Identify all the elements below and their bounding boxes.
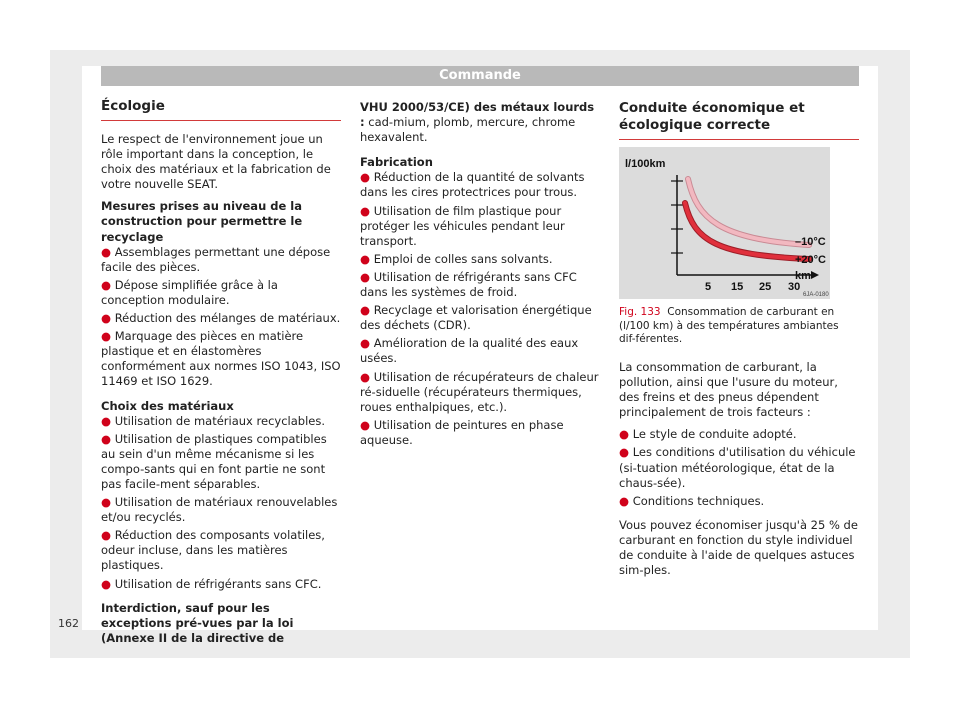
list-item: ● Les conditions d'utilisation du véhicule (si-tuation météorologique, état de la chaus-sée).	[619, 445, 856, 490]
column-3	[619, 100, 859, 151]
bullet-icon: ●	[360, 303, 371, 318]
x-tick-label: 5	[705, 281, 712, 293]
section-title-ecologie: Écologie	[101, 98, 341, 121]
subheading-recyclage: Mesures prises au niveau de la construction pour permettre le recyclage	[101, 199, 303, 244]
bullet-icon: ●	[101, 431, 112, 446]
list-item: ● Utilisation de récupérateurs de chaleur ré-siduelle (récupérateurs thermiques, roues enthalpiques, etc.).	[360, 369, 599, 414]
list-item: ● Utilisation de réfrigérants sans CFC.	[101, 576, 322, 591]
bullet-icon: ●	[101, 244, 112, 259]
page-number: 162	[58, 617, 79, 630]
list-item: ● Réduction de la quantité de solvants dans les cires protectrices pour trous.	[360, 170, 585, 200]
subheading-materiaux: Choix des matériaux	[101, 398, 234, 413]
column-1	[101, 98, 341, 646]
list-item: ● Utilisation de matériaux renouvelables et/ou recyclés.	[101, 495, 338, 525]
column-3-body	[619, 360, 859, 585]
bullet-list-materiaux	[101, 414, 341, 592]
y-unit-label: l/100km	[625, 158, 666, 170]
list-item: ● Dépose simplifiée grâce à la conception modulaire.	[101, 277, 278, 307]
bullet-list-recyclage	[101, 245, 341, 390]
consumption-paragraph: La consommation de carburant, la pollution, ainsi que l'usure du moteur, des freins et des pneus dépendent principalement de trois facteurs :	[619, 360, 838, 420]
list-item: ● Utilisation de plastiques compatibles au sein d'un même mécanisme si les compo-sants qui en font partie ne sont pas facile-ment séparables.	[101, 431, 327, 491]
list-item: ● Utilisation de réfrigérants sans CFC dans les systèmes de froid.	[360, 269, 577, 300]
list-item: ● Utilisation de matériaux recyclables.	[101, 413, 325, 428]
curve-label-minus10: –10°C	[795, 236, 826, 248]
bullet-icon: ●	[101, 311, 112, 326]
list-item: ● Réduction des composants volatiles, odeur incluse, dans les matières plastiques.	[101, 528, 325, 573]
savings-paragraph: Vous pouvez économiser jusqu'à 25 % de carburant en fonction du style individuel de conduite à l'aide de quelques astuces sim-ples.	[619, 517, 858, 578]
bullet-icon: ●	[360, 369, 371, 384]
bullet-list-factors	[619, 427, 859, 508]
bullet-icon: ●	[619, 427, 630, 442]
bullet-icon: ●	[101, 413, 112, 428]
bullet-icon: ●	[101, 277, 112, 292]
x-tick-label: 25	[759, 281, 772, 293]
figure-133	[619, 147, 830, 299]
x-unit-label: km	[795, 270, 811, 282]
continuation-paragraph: VHU 2000/53/CE) des métaux lourds : cad-mium, plomb, mercure, chrome hexavalent.	[360, 100, 595, 145]
intro-paragraph: Le respect de l'environnement joue un rôle important dans la conception, le choix des matériaux et la fabrication de votre nouvelle SEAT.	[101, 132, 331, 192]
bullet-icon: ●	[360, 251, 371, 266]
list-item: ● Marquage des pièces en matière plastique et en élastomères conformément aux normes ISO 1043, ISO 11469 et ISO 1629.	[101, 329, 341, 389]
list-item: ● Utilisation de peintures en phase aqueuse.	[360, 417, 564, 447]
consumption-chart	[619, 147, 830, 299]
x-axis-arrow-icon	[811, 271, 819, 279]
x-tick-label: 30	[788, 281, 801, 293]
list-item: ● Réduction des mélanges de matériaux.	[101, 311, 341, 326]
bullet-icon: ●	[360, 269, 371, 284]
figure-caption: Fig. 133 Consommation de carburant en (l/100 km) à des températures ambiantes dif-férentes.	[619, 306, 839, 345]
list-item: ● Conditions techniques.	[619, 493, 765, 508]
column-2	[360, 100, 600, 451]
figure-number: Fig. 133	[619, 306, 661, 318]
list-item: ● Recyclage et valorisation énergétique des déchets (CDR).	[360, 303, 592, 333]
bullet-list-fabrication	[360, 170, 600, 448]
x-tick-label: 15	[731, 281, 744, 293]
bullet-icon: ●	[101, 329, 112, 344]
chapter-header: Commande	[101, 66, 859, 86]
list-item: ● Assemblages permettant une dépose facile des pièces.	[101, 244, 331, 274]
list-item: ● Le style de conduite adopté.	[619, 427, 797, 442]
bullet-icon: ●	[619, 493, 630, 508]
figure-code: 6JA-0180	[803, 292, 829, 298]
bullet-icon: ●	[101, 576, 112, 591]
list-item: ● Utilisation de film plastique pour protéger les véhicules pendant leur transport.	[360, 203, 565, 248]
bullet-icon: ●	[360, 170, 371, 185]
bullet-icon: ●	[360, 203, 371, 218]
bullet-icon: ●	[360, 417, 371, 432]
list-item: ● Emploi de colles sans solvants.	[360, 251, 553, 266]
bullet-icon: ●	[101, 495, 112, 510]
section-title-conduite: Conduite économique et écologique correcte	[619, 100, 859, 140]
subheading-interdiction: Interdiction, sauf pour les exceptions pré-vues par la loi (Annexe II de la directive de	[101, 600, 294, 645]
bullet-icon: ●	[101, 528, 112, 543]
subheading-fabrication: Fabrication	[360, 155, 433, 170]
list-item: ● Amélioration de la qualité des eaux usées.	[360, 336, 579, 366]
bullet-icon: ●	[619, 445, 630, 460]
bullet-icon: ●	[360, 336, 371, 351]
curve-label-plus20: +20°C	[795, 254, 827, 266]
